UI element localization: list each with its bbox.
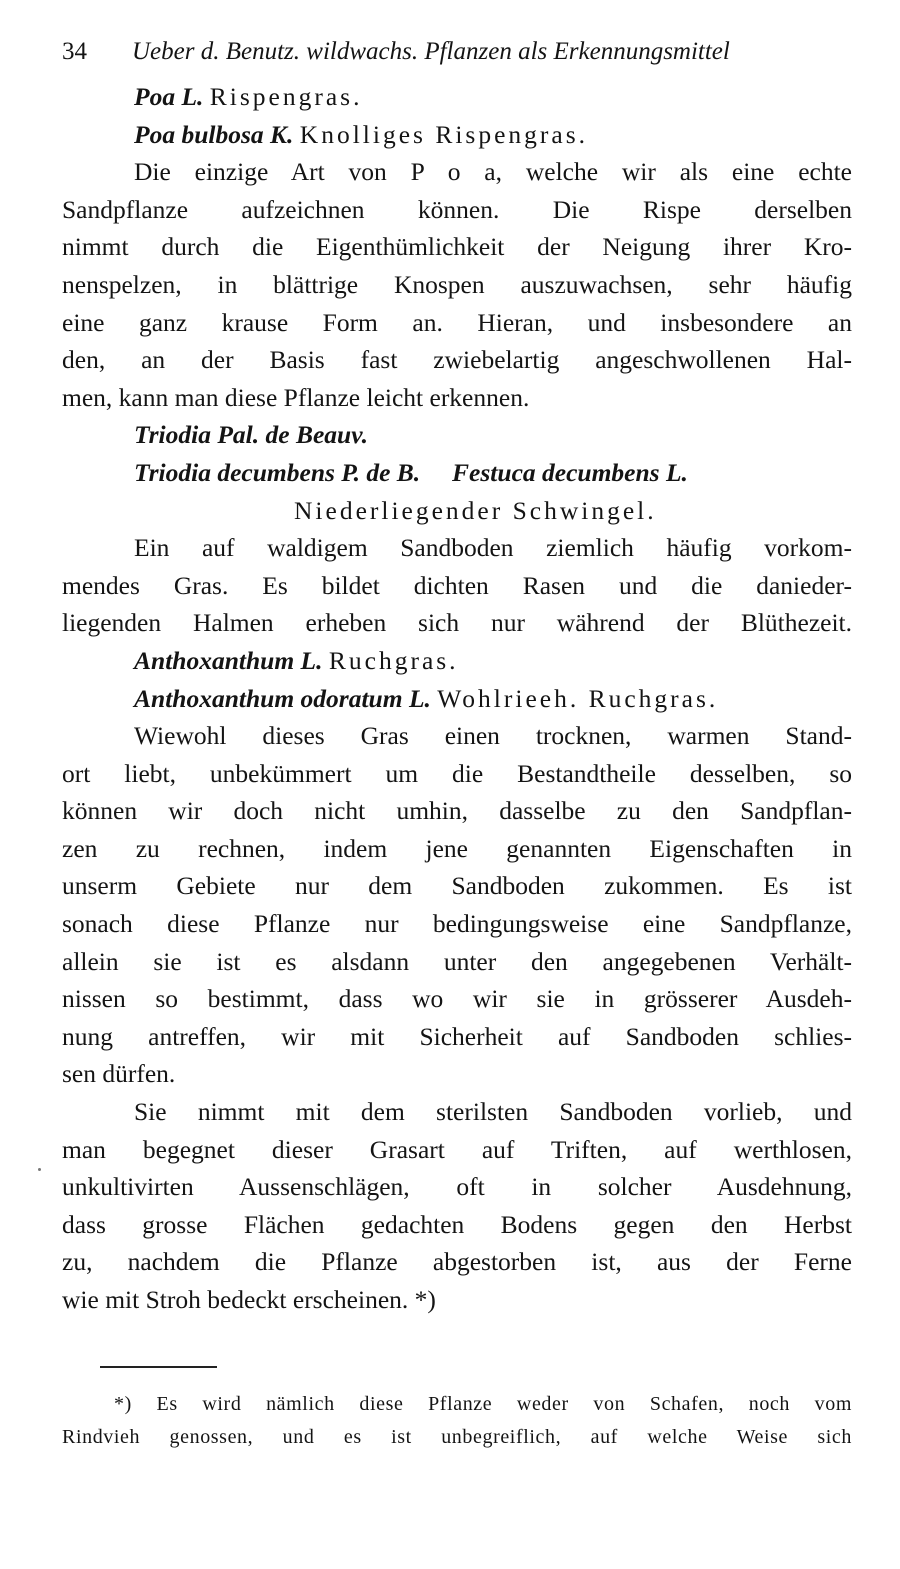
species-name: Poa bulbosa K. [134,119,294,149]
text-line: sen dürfen. [62,1059,176,1089]
text-line: liegenden Halmen erheben sich nur während der Blüthezeit. [62,608,852,638]
text-line: allein sie ist es alsdann unter den angegebenen Verhält- [62,946,852,976]
species-heading-poa-bulbosa [62,116,852,154]
text-line: eine ganz krause Form an. Hieran, und insbesondere an [62,307,852,337]
text-line: nissen so bestimmt, dass wo wir sie in grösserer Ausdeh- [62,984,852,1014]
species-name: Anthoxanthum odoratum L. [134,683,431,713]
footnote [62,1388,852,1454]
species-common-name: Niederliegender Schwingel. [294,495,657,525]
footnote-line: *) Es wird nämlich diese Pflanze weder von Schafen, noch vom [114,1393,852,1415]
text-line: unserm Gebiete nur dem Sandboden zukommen. Es ist [62,871,852,901]
text-line: men, kann man diese Pflanze leicht erkennen. [62,382,530,412]
paragraph-anthoxanthum-1 [62,717,852,1093]
species-common-heading [62,492,852,530]
print-speck [38,1168,41,1171]
main-text [62,78,852,1319]
species-name: Triodia decumbens P. de B. [134,457,421,487]
genus-heading-triodia [62,416,852,454]
text-line: zu, nachdem die Pflanze abgestorben ist, aus der Ferne [62,1247,852,1277]
genus-name: Anthoxanthum L. [134,645,323,675]
text-line: Wiewohl dieses Gras einen trocknen, warmen Stand- [134,721,852,751]
text-line: können wir doch nicht umhin, dasselbe zu den Sandpflan- [62,796,852,826]
text-line: Ein auf waldigem Sandboden ziemlich häufig vorkom- [134,533,852,563]
genus-heading-poa [62,78,852,116]
text-line: dass grosse Flächen gedachten Bodens gegen den Herbst [62,1209,852,1239]
text-line: den, an der Basis fast zwiebelartig angeschwollenen Hal- [62,345,852,375]
genus-common-name: Ruchgras. [328,645,459,675]
genus-common-name: Rispengras. [209,82,363,111]
footnote-line: Rindvieh genossen, und es ist unbegreiflich, auf welche Weise sich [62,1426,852,1448]
text-line: Sie nimmt mit dem sterilsten Sandboden vorlieb, und [134,1097,852,1127]
species-common-name: Knolliges Rispengras. [299,119,589,149]
running-title: Ueber d. Benutz. wildwachs. Pflanzen als Erkennungsmittel [132,38,730,65]
text-line: unkultivirten Aussenschlägen, oft in solcher Ausdehnung, [62,1172,852,1202]
book-page [62,38,852,1319]
text-line: Sandpflanze aufzeichnen können. Die Rispe derselben [62,194,852,224]
text-line: zen zu rechnen, indem jene genannten Eigenschaften in [62,833,852,863]
genus-heading-anthoxanthum [62,642,852,680]
text-line: sonach diese Pflanze nur bedingungsweise eine Sandpflanze, [62,909,852,939]
text-line: Die einzige Art von P o a, welche wir als eine echte [134,157,852,187]
species-common-name: Wohlrieeh. Ruchgras. [437,683,719,713]
text-line: nimmt durch die Eigenthümlichkeit der Neigung ihrer Kro- [62,232,852,262]
genus-name: Poa L. [134,82,204,111]
page-number: 34 [62,38,87,65]
paragraph-poa [62,153,852,416]
text-line: nung antreffen, wir mit Sicherheit auf Sandboden schlies- [62,1021,852,1051]
paragraph-triodia [62,529,852,642]
text-line: nenspelzen, in blättrige Knospen auszuwachsen, sehr häufig [62,269,852,299]
text-line: wie mit Stroh bedeckt erscheinen. *) [62,1285,436,1314]
page-header [62,38,852,78]
genus-name: Triodia Pal. de Beauv. [134,420,368,450]
species-heading-triodia-decumbens [62,454,852,492]
text-line: ort liebt, unbekümmert um die Bestandtheile desselben, so [62,758,852,788]
text-line: mendes Gras. Es bildet dichten Rasen und die danieder- [62,570,852,600]
footnote-divider [100,1366,217,1368]
text-line: man begegnet dieser Grasart auf Triften, auf werthlosen, [62,1134,852,1164]
species-synonym: Festuca decumbens L. [452,457,688,487]
species-heading-anthoxanthum-odoratum [62,680,852,718]
paragraph-anthoxanthum-2 [62,1093,852,1319]
